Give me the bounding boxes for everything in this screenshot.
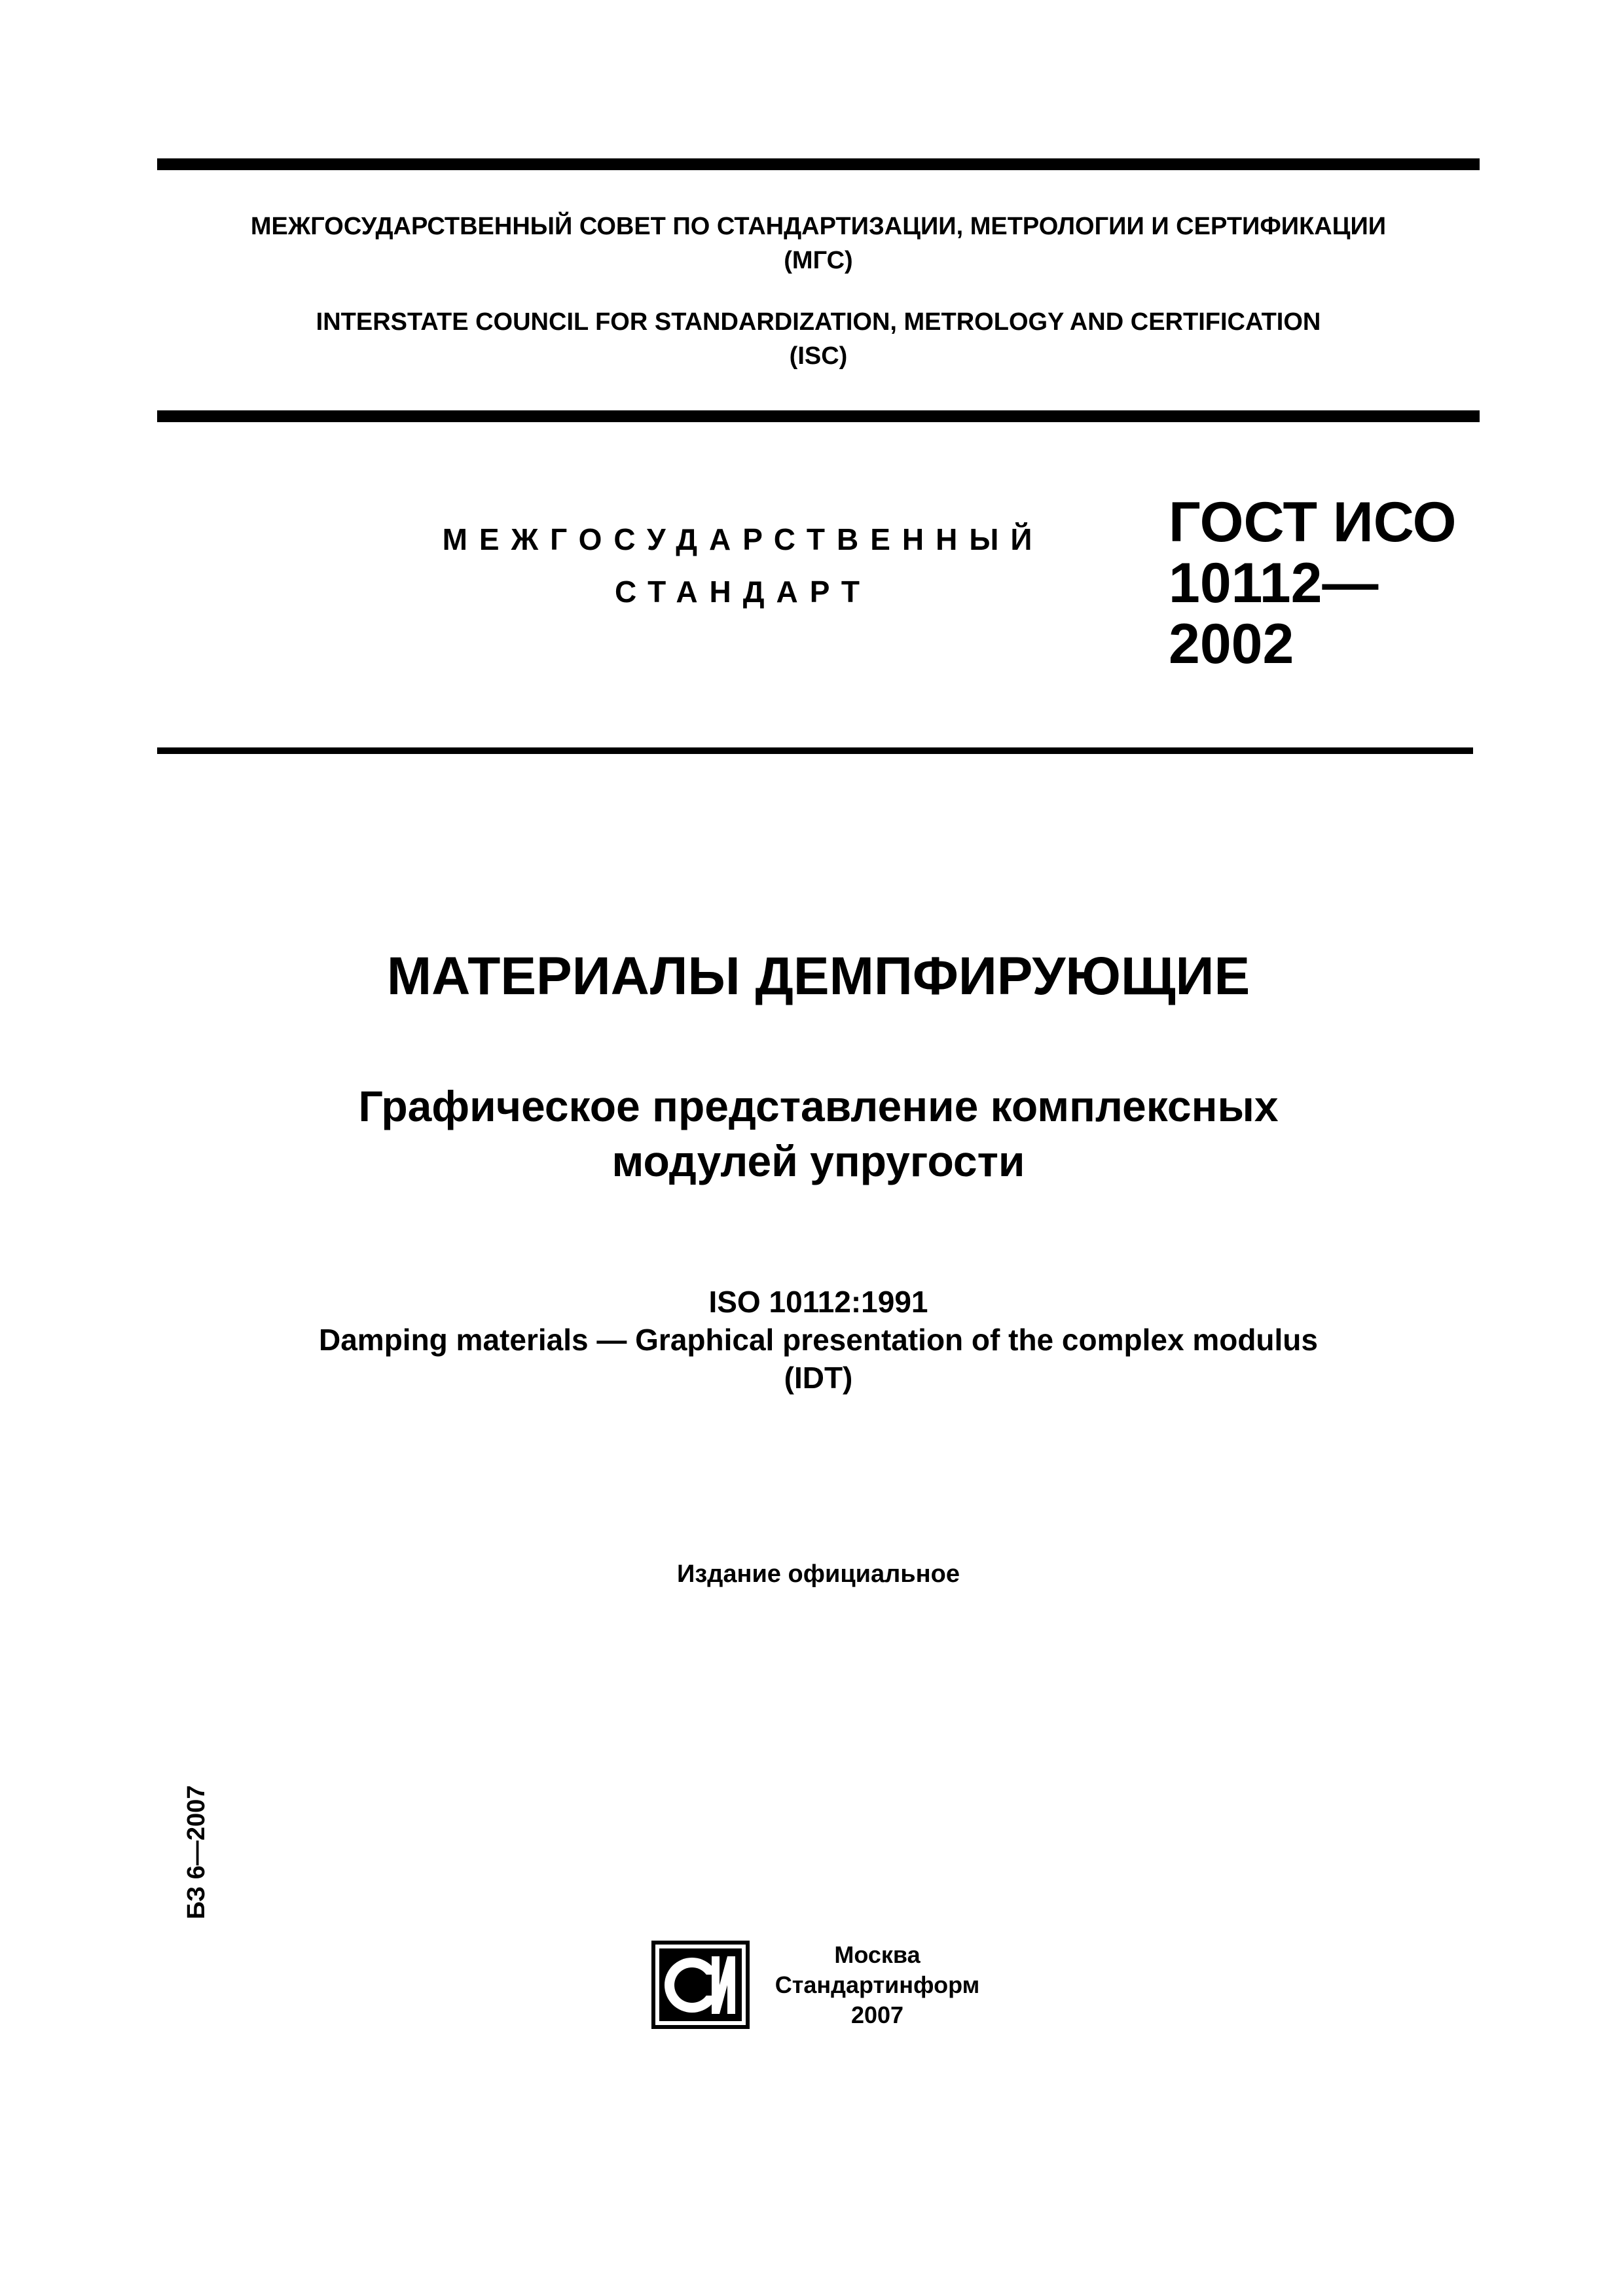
document-title: МАТЕРИАЛЫ ДЕМПФИРУЮЩИЕ	[386, 946, 1250, 1006]
iso-reference	[157, 1283, 1480, 1397]
iso-code: ISO 10112:1991	[708, 1285, 928, 1319]
council-ru	[157, 209, 1480, 278]
middle-rule	[157, 410, 1480, 422]
standard-number	[1169, 492, 1476, 675]
council-ru-name: МЕЖГОСУДАРСТВЕННЫЙ СОВЕТ ПО СТАНДАРТИЗАЦИИ, МЕТРОЛОГИИ И СЕРТИФИКАЦИИ	[250, 213, 1387, 240]
subtitle-line1: Графическое представление комплексных	[358, 1082, 1279, 1130]
lower-rule	[157, 747, 1473, 754]
iso-equivalence: (IDT)	[784, 1361, 853, 1395]
publisher-imprint	[759, 1940, 995, 2030]
edition-note: Издание официальное	[677, 1560, 960, 1588]
standard-number-line3: 2002	[1169, 613, 1294, 675]
publisher-city: Москва	[834, 1941, 921, 1968]
council-en-name: INTERSTATE COUNCIL FOR STANDARDIZATION, METROLOGY AND CERTIFICATION	[316, 308, 1321, 336]
side-code: БЗ 6—2007	[183, 1785, 210, 1920]
publisher-name: Стандартинформ	[775, 1971, 980, 1998]
iso-title: Damping materials — Graphical presentation of the complex modulus	[319, 1323, 1318, 1357]
publisher-year: 2007	[850, 2001, 904, 2028]
standard-kind-line1: МЕЖГОСУДАРСТВЕННЫЙ	[442, 522, 1044, 556]
standard-number-line1: ГОСТ ИСО	[1169, 491, 1457, 554]
council-ru-abbr: (МГС)	[784, 247, 853, 274]
standard-kind-line2: СТАНДАРТ	[615, 575, 871, 609]
subtitle-line2: модулей упругости	[611, 1137, 1025, 1185]
council-en-abbr: (ISC)	[789, 342, 848, 370]
top-rule	[157, 158, 1480, 170]
standard-number-line2: 10112—	[1169, 552, 1379, 615]
council-en	[157, 305, 1480, 373]
standartinform-logo-icon	[651, 1941, 750, 2029]
document-subtitle	[157, 1079, 1480, 1189]
